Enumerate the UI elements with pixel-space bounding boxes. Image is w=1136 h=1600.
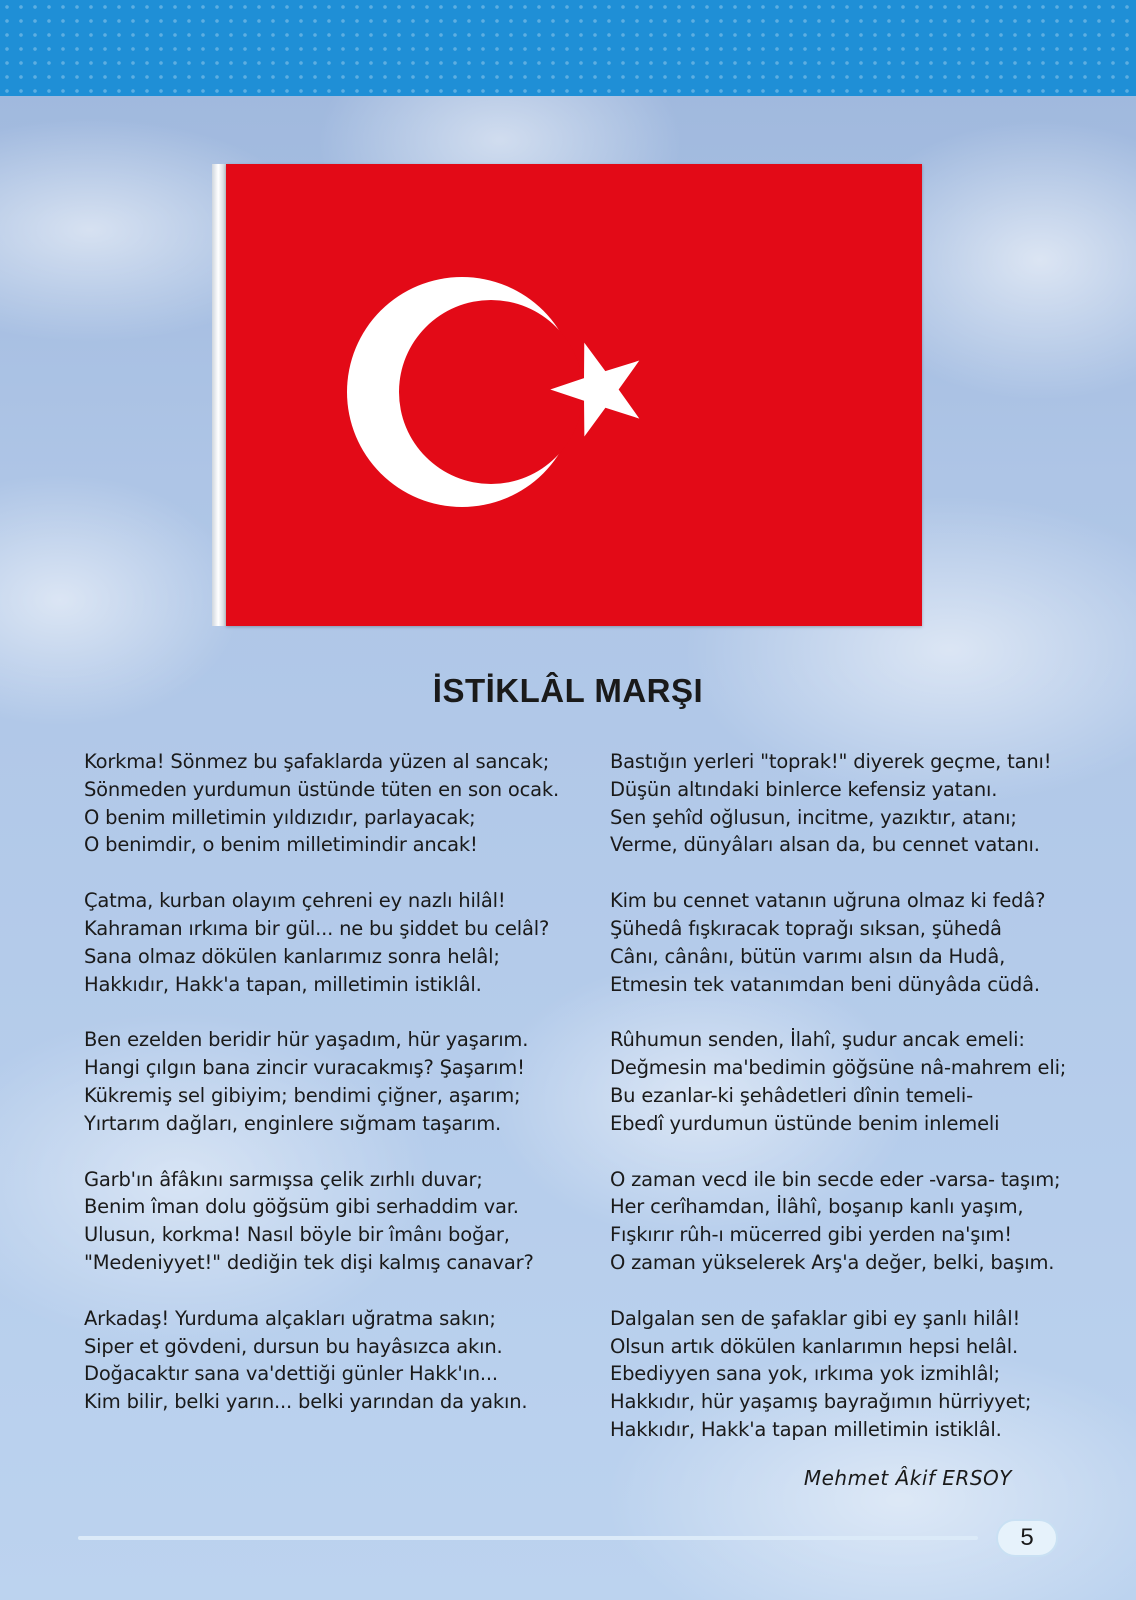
stanza	[84, 887, 604, 998]
poem-line: Etmesin tek vatanımdan beni dünyâda cüdâ.	[610, 972, 1040, 996]
poem-line: Ulusun, korkma! Nasıl böyle bir îmânı boğar,	[84, 1223, 510, 1247]
poem-line: Garb'ın âfâkını sarmışsa çelik zırhlı duvar;	[84, 1167, 483, 1191]
poem-line: Verme, dünyâları alsan da, bu cennet vatanı.	[610, 833, 1040, 857]
poem-line: Arkadaş! Yurduma alçakları uğratma sakın;	[84, 1306, 496, 1330]
poem-line: O benimdir, o benim milletimindir ancak!	[84, 833, 478, 857]
crescent-inner	[399, 300, 583, 484]
poem-line: Fışkırır rûh-ı mücerred gibi yerden na'şım!	[610, 1223, 1012, 1247]
stanza	[610, 1305, 1130, 1444]
poem-line: Çatma, kurban olayım çehreni ey nazlı hilâl!	[84, 889, 506, 913]
poem-line: Sönmeden yurdumun üstünde tüten en son ocak.	[84, 777, 559, 801]
poem-line: Doğacaktır sana va'dettiği günler Hakk'ın...	[84, 1362, 498, 1386]
flag-pole	[212, 164, 226, 626]
poem-line: O zaman vecd ile bin secde eder -varsa- taşım;	[610, 1167, 1061, 1191]
flag-image	[212, 164, 922, 626]
poem-line: Kim bu cennet vatanın uğruna olmaz ki fedâ?	[610, 889, 1046, 913]
poem-line: Bu ezanlar-ki şehâdetleri dînin temeli-	[610, 1083, 973, 1107]
poem-line: Sana olmaz dökülen kanlarımız sonra helâl;	[84, 944, 500, 968]
poem-line: Kükremiş sel gibiyim; bendimi çiğner, aşarım;	[84, 1083, 521, 1107]
poem-line: Kahraman ırkıma bir gül... ne bu şiddet bu celâl?	[84, 916, 550, 940]
stanza	[610, 1026, 1130, 1137]
stanza	[84, 1026, 604, 1137]
stanza	[610, 887, 1130, 998]
poem-line: Rûhumun senden, İlahî, şudur ancak emeli:	[610, 1028, 1025, 1052]
poem-line: Dalgalan sen de şafaklar gibi ey şanlı hilâl!	[610, 1306, 1021, 1330]
stanza	[610, 748, 1130, 859]
stanza	[84, 748, 604, 859]
poem-line: Siper et gövdeni, dursun bu hayâsızca akın.	[84, 1334, 503, 1358]
poem-line: Şühedâ fışkıracak toprağı sıksan, şühedâ	[610, 916, 1002, 940]
turkish-flag-crescent-star-icon	[226, 164, 922, 626]
stanza	[84, 1305, 604, 1416]
poem-line: Bastığın yerleri "toprak!" diyerek geçme, tanı!	[610, 750, 1052, 773]
poem-line: Benim îman dolu göğsüm gibi serhaddim var.	[84, 1195, 519, 1219]
poem-line: Her cerîhamdan, İlâhî, boşanıp kanlı yaşım,	[610, 1195, 1024, 1219]
author-signature: Mehmet Âkif ERSOY	[803, 1466, 1012, 1490]
poem-line: Olsun artık dökülen kanlarımın hepsi helâl.	[610, 1334, 1018, 1358]
poem-line: O zaman yükselerek Arş'a değer, belki, başım.	[610, 1250, 1055, 1274]
poem-line: Ebediyyen sana yok, ırkıma yok izmihlâl;	[610, 1362, 1000, 1386]
poem-line: Korkma! Sönmez bu şafaklarda yüzen al sancak;	[84, 750, 550, 773]
stanza	[610, 1166, 1130, 1277]
poem-line: Ben ezelden beridir hür yaşadım, hür yaşarım.	[84, 1028, 529, 1052]
stanza	[84, 1166, 604, 1277]
page-number: 5	[996, 1519, 1058, 1557]
poem-line: Hangi çılgın bana zincir vuracakmış? Şaşarım!	[84, 1056, 525, 1080]
poem-line: Hakkıdır, Hakk'a tapan milletimin istiklâl.	[610, 1417, 1002, 1441]
poem-line: Düşün altındaki binlerce kefensiz yatanı.	[610, 777, 998, 801]
page-title: İSTİKLÂL MARŞI	[432, 672, 704, 709]
poem-line: Değmesin ma'bedimin göğsüne nâ-mahrem eli;	[610, 1056, 1067, 1080]
poem-line: Kim bilir, belki yarın... belki yarından da yakın.	[84, 1390, 528, 1414]
footer-divider	[78, 1536, 978, 1540]
header-band	[0, 0, 1136, 96]
poem-line: Yırtarım dağları, enginlere sığmam taşarım.	[84, 1111, 502, 1135]
poem-left-column	[84, 748, 604, 1444]
poem-line: "Medeniyyet!" dediğin tek dişi kalmış canavar?	[84, 1250, 534, 1274]
poem-line: Cânı, cânânı, bütün varımı alsın da Hudâ,	[610, 944, 1006, 968]
poem-right-column	[610, 748, 1130, 1472]
poem-line: Ebedî yurdumun üstünde benim inlemeli	[610, 1111, 1000, 1135]
poem-line: Sen şehîd oğlusun, incitme, yazıktır, atanı;	[610, 805, 1017, 829]
poem-line: Hakkıdır, Hakk'a tapan, milletimin istiklâl.	[84, 972, 482, 996]
poem-line: O benim milletimin yıldızıdır, parlayacak;	[84, 805, 476, 829]
poem-line: Hakkıdır, hür yaşamış bayrağımın hürriyyet;	[610, 1390, 1032, 1414]
